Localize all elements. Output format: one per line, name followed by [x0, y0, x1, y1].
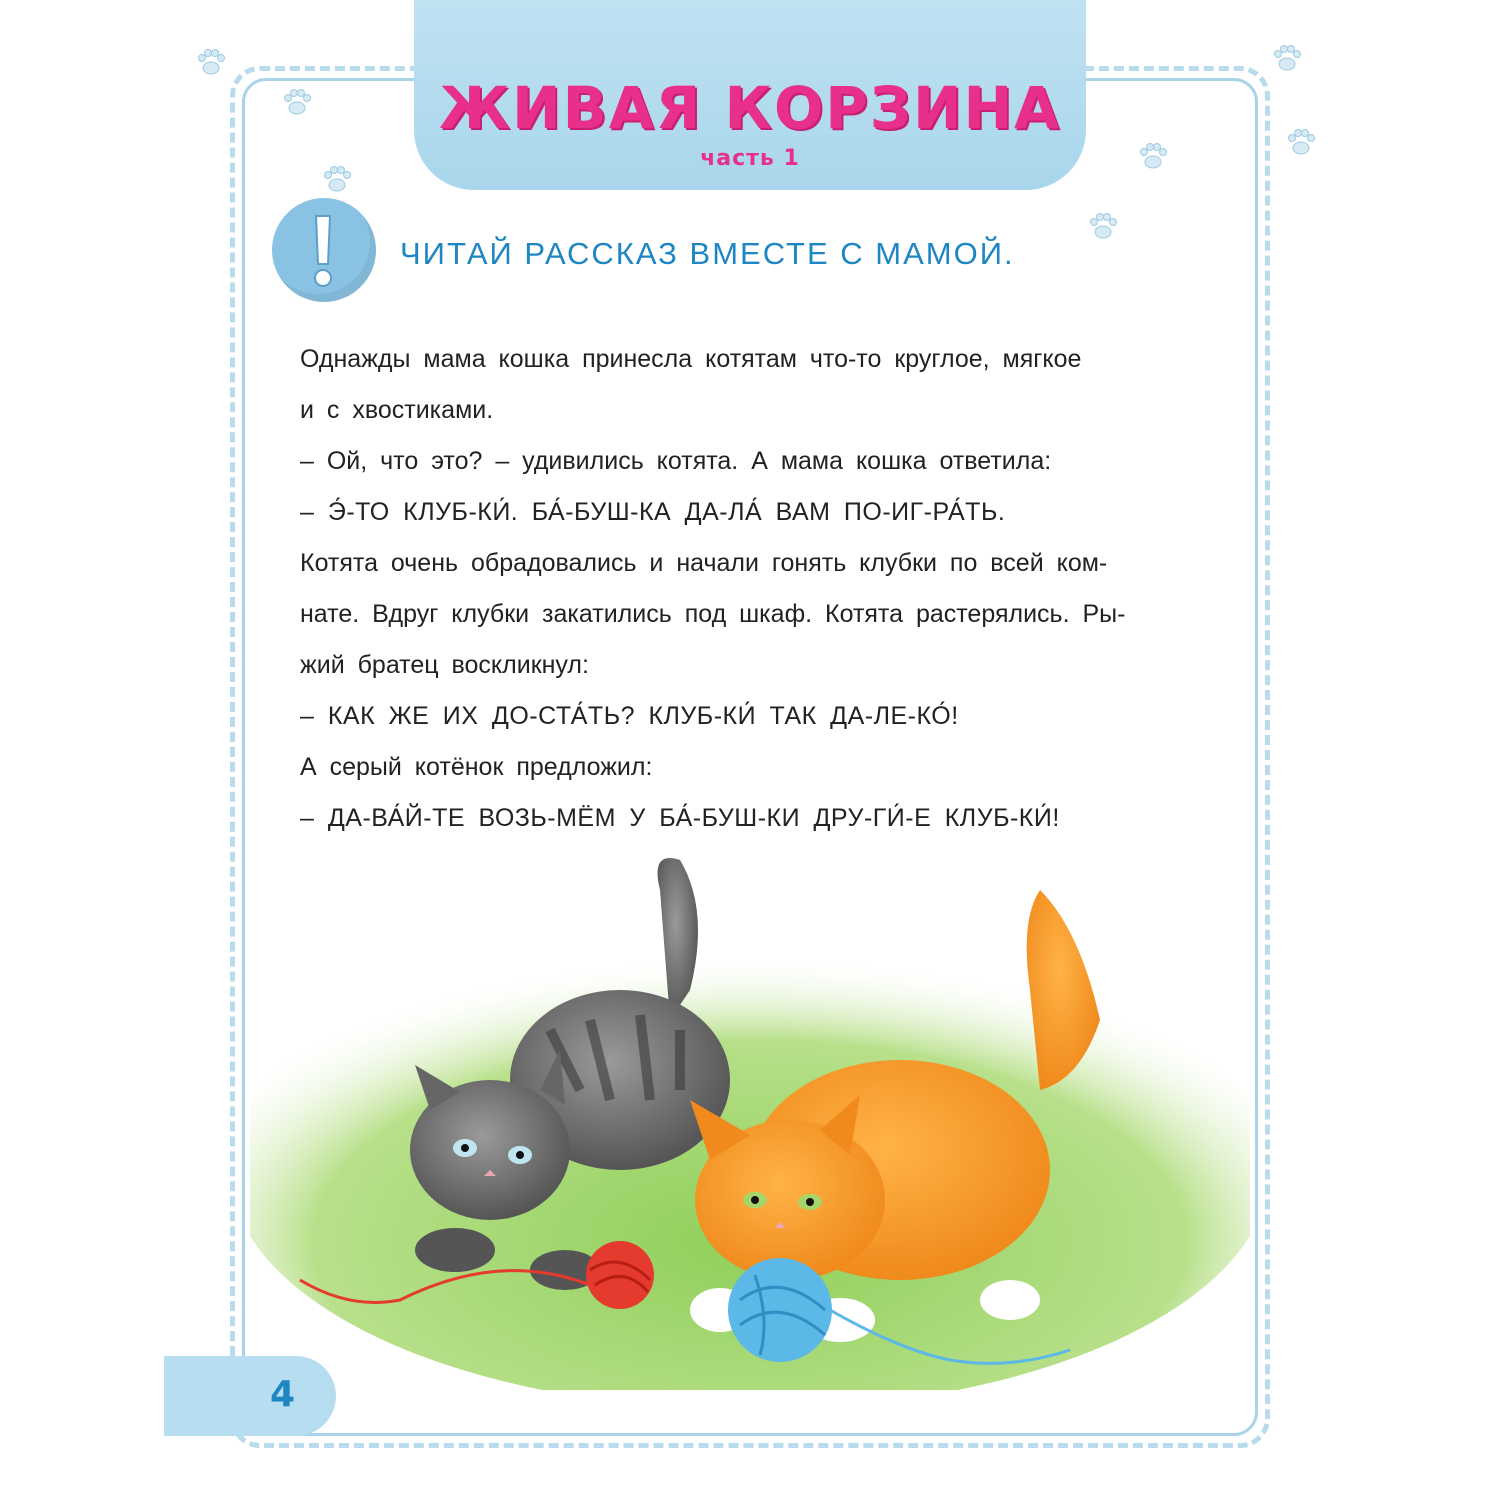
paw-print-icon: [1136, 142, 1170, 172]
paw-print-icon: [320, 165, 354, 195]
exclamation-icon: [272, 198, 376, 302]
page-subtitle: часть 1: [700, 146, 800, 171]
instruction-text: ЧИТАЙ РАССКАЗ ВМЕСТЕ С МАМОЙ.: [400, 236, 1015, 271]
paw-print-icon: [194, 48, 228, 78]
story-line-syllables: – ДА-ВА́Й-ТЕ ВОЗЬ-МЁМ У БА́-БУШ-КИ ДРУ-ГИ́-Е КЛУБ-КИ́!: [300, 804, 1060, 832]
story-line: и с хвостиками.: [300, 396, 494, 424]
paw-print-icon: [280, 88, 314, 118]
page-title: ЖИВАЯ КОРЗИНА: [439, 74, 1061, 142]
paw-print-icon: [1086, 212, 1120, 242]
page-number: 4: [270, 1374, 296, 1415]
story-line: – Ой, что это? – удивились котята. А мама кошка ответила:: [300, 447, 1052, 475]
story-line: нате. Вдруг клубки закатились под шкаф. Котята растерялись. Ры-: [300, 600, 1126, 628]
kittens-with-yarn-illustration: [250, 830, 1250, 1390]
story-line-syllables: – Э́-ТО КЛУБ-КИ́. БА́-БУШ-КА ДА-ЛА́ ВАМ ПО-ИГ-РА́ТЬ.: [300, 498, 1006, 526]
story-line: Однажды мама кошка принесла котятам что-то круглое, мягкое: [300, 345, 1082, 373]
paw-print-icon: [1284, 128, 1318, 158]
story-line: Котята очень обрадовались и начали гонять клубки по всей ком-: [300, 549, 1108, 577]
page-number-tab: [164, 1356, 336, 1436]
story-line: жий братец воскликнул:: [300, 651, 589, 679]
story-line: А серый котёнок предложил:: [300, 753, 653, 781]
story-text: [300, 334, 1224, 844]
paw-print-icon: [1270, 44, 1304, 74]
story-line-syllables: – КАК ЖЕ ИХ ДО-СТА́ТЬ? КЛУБ-КИ́ ТАК ДА-ЛЕ-КО́!: [300, 702, 959, 730]
